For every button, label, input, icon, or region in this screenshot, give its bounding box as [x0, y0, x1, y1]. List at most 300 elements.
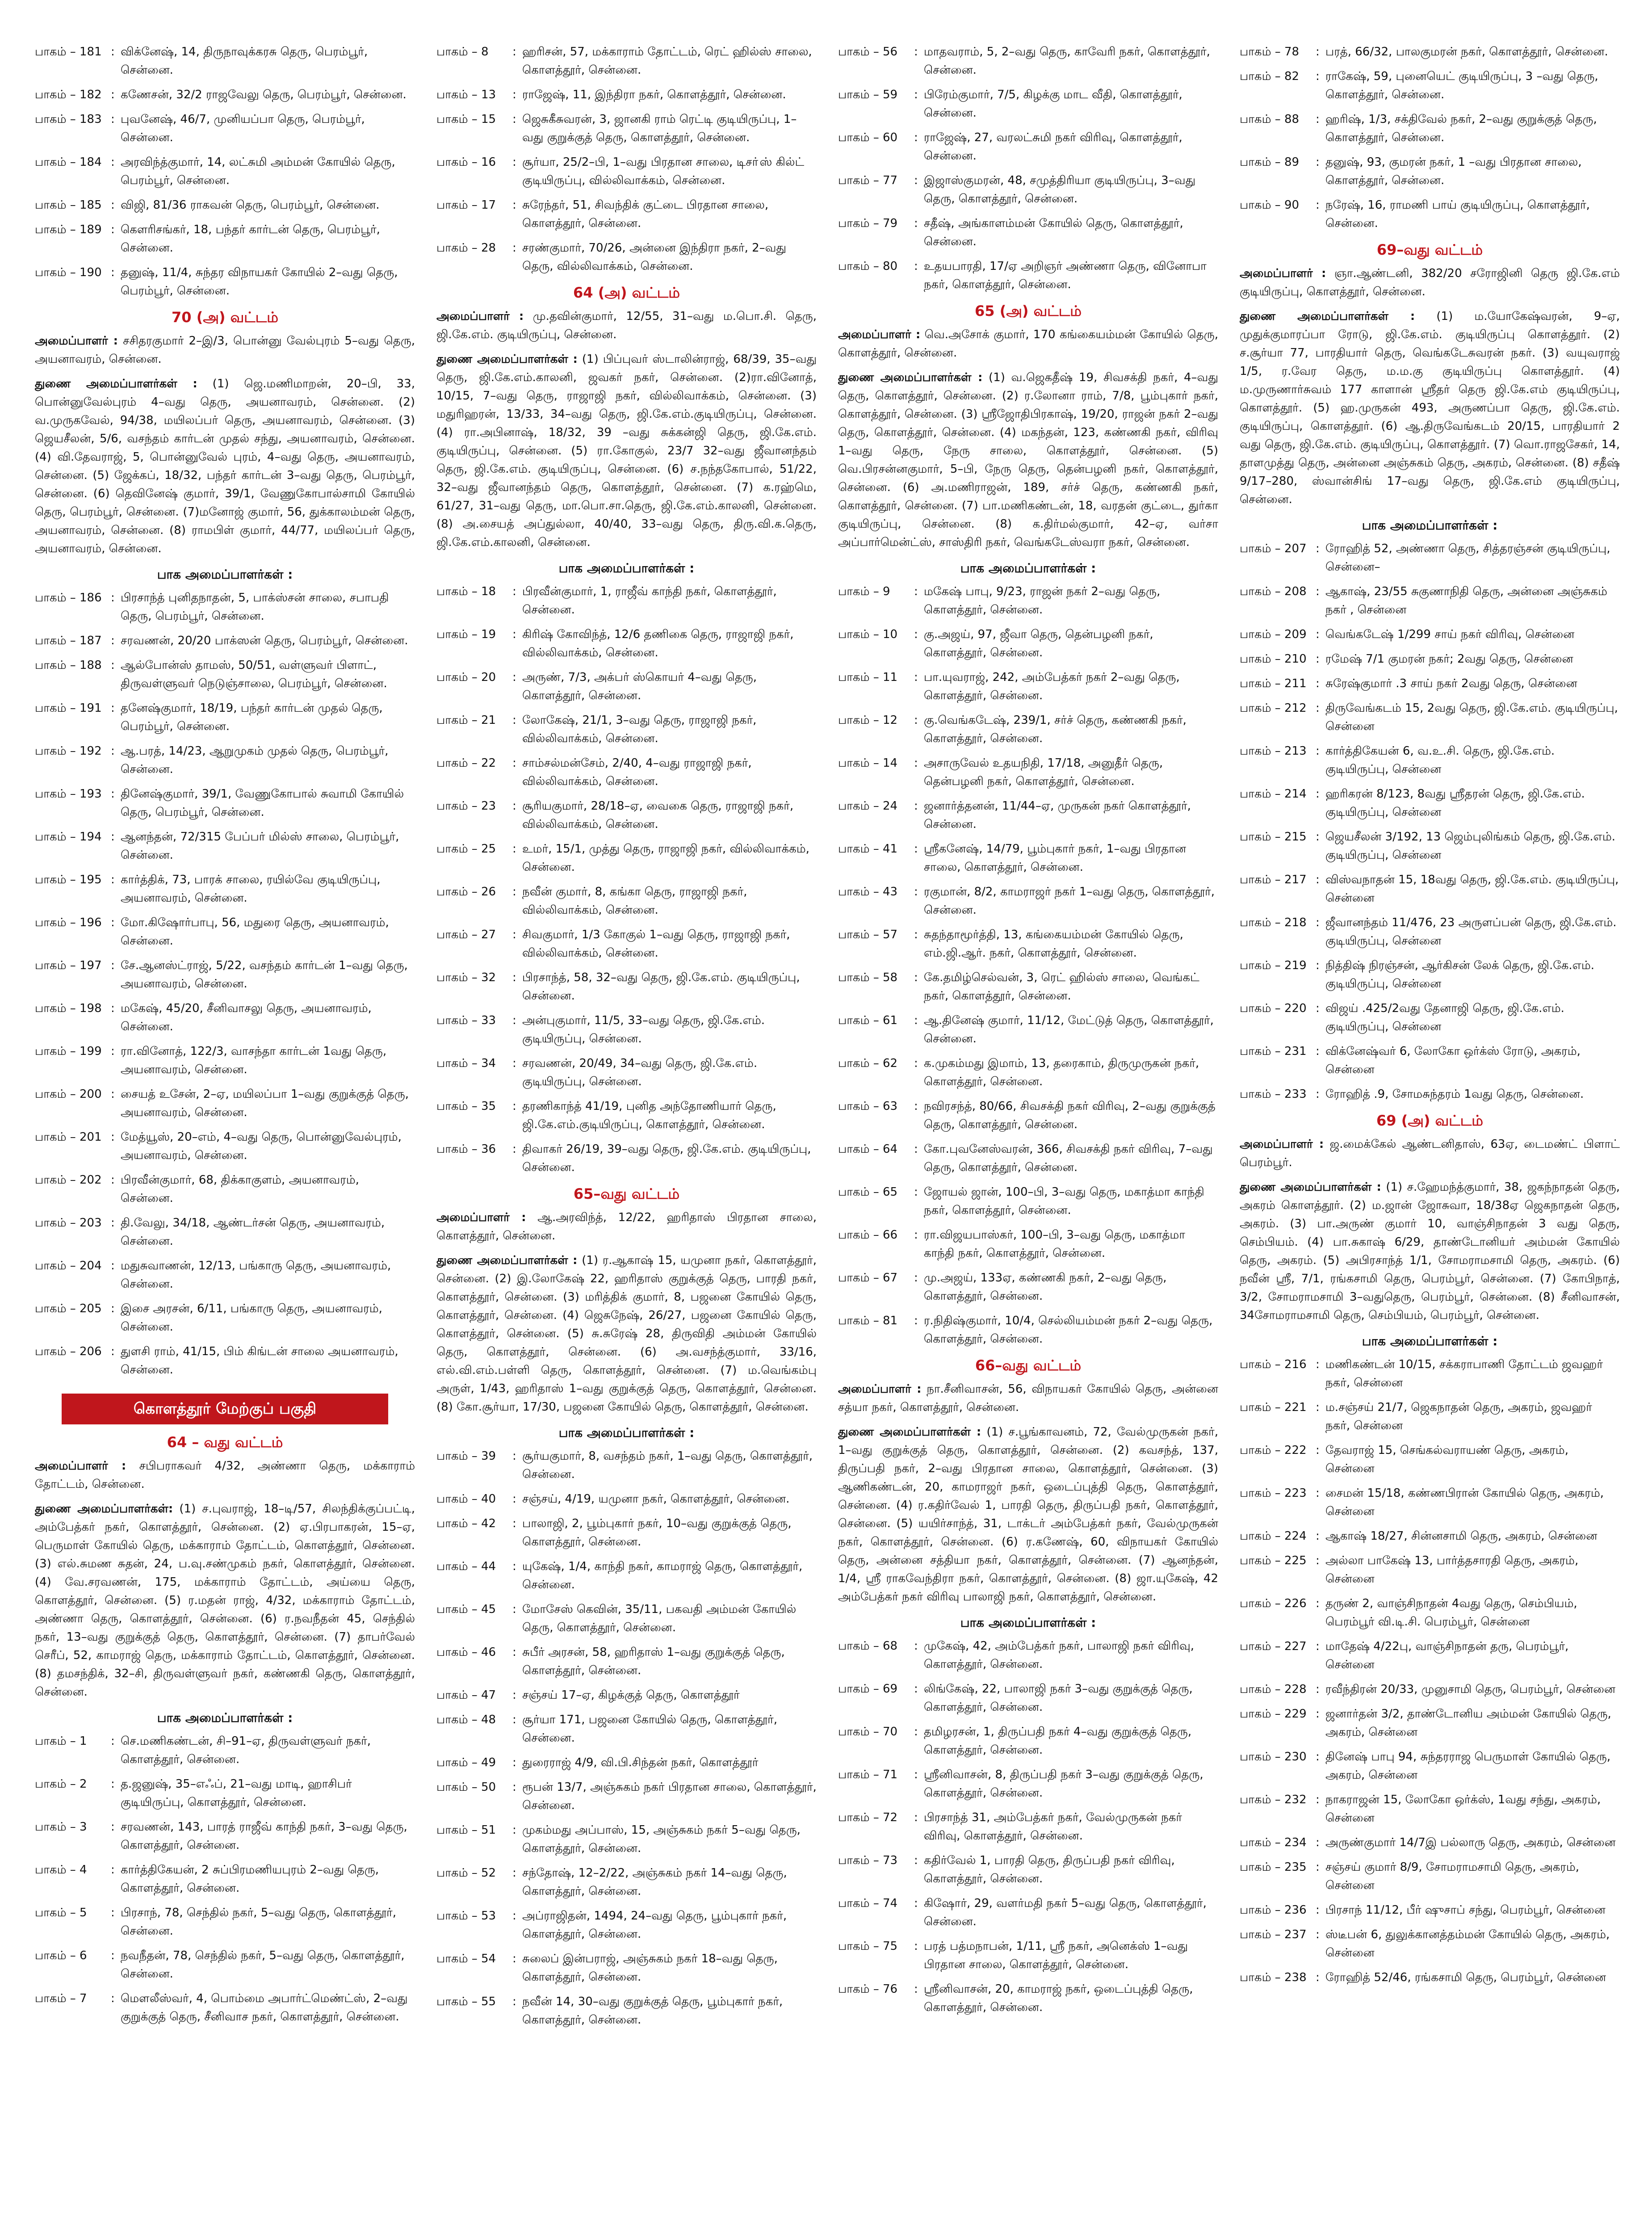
booth-organizer-details: சே.ஆனஸ்ட்ராஜ், 5/22, வசந்தம் கார்டன் 1–வது தெரு, அயனாவரம், சென்னை. — [121, 959, 408, 991]
booth-entry — [436, 1558, 817, 1594]
booth-number: பாகம் – 28 — [436, 241, 496, 255]
booth-entry — [35, 1171, 415, 1208]
booth-entry — [838, 86, 1218, 122]
booth-number: பாகம் – 41 — [838, 842, 898, 856]
booth-entry — [35, 1732, 415, 1769]
separator-colon: : — [512, 1713, 516, 1726]
booth-entry — [838, 1980, 1218, 2017]
booth-entry — [436, 86, 817, 104]
booth-number: பாகம் – 79 — [838, 217, 898, 230]
booth-organizer-details: ஜோயல் ஜான், 100–பி, 3–வது தெரு, மகாத்மா காந்தி நகர், கொளத்தூர், சென்னை. — [924, 1185, 1204, 1217]
column-4 — [1240, 43, 1620, 2234]
booth-number: பாகம் – 44 — [436, 1560, 496, 1573]
booth-organizer-details: கணேசன், 32/2 ராஜவேலு தெரு, பெரம்பூர், சென்னை. — [121, 88, 407, 101]
booth-organizer-details: சூர்யா 171, பஜனை கோயில் தெரு, கொளத்தூர், சென்னை. — [522, 1713, 777, 1745]
booth-organizer-details: முகேஷ், 42, அம்பேத்கர் நகர், பாலாஜி நகர் விரிவு, கொளத்தூர், சென்னை. — [924, 1639, 1195, 1671]
separator-colon: : — [512, 1780, 516, 1794]
booth-organizer-details: திருவேங்கடம் 15, 2வது தெரு, ஜி.கே.எம். குடியிருப்பு, சென்னை — [1325, 701, 1618, 733]
booth-number: பாகம் – 49 — [436, 1756, 496, 1769]
booth-number: பாகம் – 72 — [838, 1811, 898, 1824]
separator-colon: : — [111, 659, 115, 672]
booth-number: பாகம் – 42 — [436, 1517, 496, 1530]
booth-organizer-details: விக்னேஷ்வர் 6, லோகோ ஒர்க்ஸ் ரோடு, அகரம், சென்னை — [1325, 1045, 1581, 1076]
booth-number: பாகம் – 77 — [838, 174, 898, 187]
separator-colon: : — [1316, 830, 1320, 844]
booth-organizer-details: சுதந்தாமூர்த்தி, 13, கங்கையம்மன் கோயில் தெரு, எம்.ஜி.ஆர். நகர், கொளத்தூர், சென்னை. — [924, 928, 1183, 960]
booth-entry — [35, 1042, 415, 1079]
separator-colon: : — [914, 714, 918, 727]
booth-entry — [838, 754, 1218, 791]
booth-organizer-details: கு.அஜய், 97, ஜீவா தெரு, தென்பழனி நகர், கொளத்தூர், சென்னை. — [924, 628, 1153, 659]
separator-colon: : — [1316, 113, 1320, 126]
separator-colon: : — [1316, 1045, 1320, 1058]
booth-entry — [838, 1766, 1218, 1802]
booth-entry — [35, 957, 415, 993]
booth-entry — [35, 589, 415, 626]
booth-number: பாகம் – 53 — [436, 1909, 496, 1923]
booth-entry — [35, 196, 415, 214]
booth-number: பாகம் – 229 — [1240, 1707, 1307, 1721]
booth-organizer-details: ஆ.பரத், 14/23, ஆறுமுகம் முதல் தெரு, பெரம்பூர், சென்னை. — [121, 744, 389, 776]
booth-number: பாகம் – 2 — [35, 1777, 87, 1791]
separator-colon: : — [914, 1100, 918, 1113]
role-label: அமைப்பாளர் : — [436, 1211, 526, 1224]
organizer-paragraph — [35, 332, 415, 369]
booth-number: பாகம் – 208 — [1240, 585, 1307, 598]
separator-colon: : — [914, 1682, 918, 1696]
booth-entry — [838, 1140, 1218, 1177]
separator-colon: : — [512, 671, 516, 684]
booth-organizer-details: சந்தோஷ், 12–2/22, அஞ்சுகம் நகர் 14–வது தெரு, கொளத்தூர், சென்னை. — [522, 1866, 787, 1898]
booth-number: பாகம் – 237 — [1240, 1928, 1307, 1941]
booth-organizer-details: மாதவராம், 5, 2–வது தெரு, காவேரி நகர், கொளத்தூர், சென்னை. — [924, 45, 1210, 77]
separator-colon: : — [1316, 652, 1320, 666]
booth-organizer-details: ரூபன் 13/7, அஞ்சுகம் நகர் பிரதான சாலை, கொளத்தூர், சென்னை. — [522, 1780, 817, 1812]
booth-organizer-details: அன்புகுமார், 11/5, 33–வது தெரு, ஜி.கே.எம். குடியிருப்பு, சென்னை. — [522, 1014, 765, 1046]
booth-entry — [838, 626, 1218, 662]
organizer-names: சசிதரகுமார் 2–இ/3, பொன்னு வேல்புரம் 5–வது தெரு, அயனாவரம், சென்னை. — [35, 334, 415, 366]
booth-organizer-details: நாகராஜன் 15, லோகோ ஒர்க்ஸ், 1வது சந்து, அகரம், சென்னை — [1325, 1793, 1601, 1825]
separator-colon: : — [1316, 1683, 1320, 1696]
booth-organizer-details: சைமன் 15/18, கண்ணபிரான் கோயில் தெரு, அகரம், சென்னை — [1325, 1487, 1604, 1518]
booth-entry — [35, 1214, 415, 1251]
booth-entry — [1240, 1901, 1620, 1919]
separator-colon: : — [1316, 1554, 1320, 1567]
separator-colon: : — [111, 959, 115, 972]
booth-number: பாகம் – 205 — [35, 1302, 102, 1315]
booth-number: பாகம் – 68 — [838, 1639, 898, 1653]
booth-organizer-details: ராஜேஷ், 27, வரலட்சுமி நகர் விரிவு, கொளத்தூர், சென்னை. — [924, 131, 1182, 163]
booth-number: பாகம் – 1 — [35, 1734, 87, 1748]
booth-organizer-details: சையத் உசேன், 2–ஏ, மயிலப்பா 1–வது குறுக்குத் தெரு, அயனாவரம், சென்னை. — [121, 1088, 409, 1119]
booth-number: பாகம் – 75 — [838, 1940, 898, 1953]
separator-colon: : — [111, 1002, 115, 1015]
booth-organizer-details: பிரேம்குமார், 7/5, கிழக்கு மாட வீதி, கொளத்தூர், சென்னை. — [924, 88, 1182, 120]
booth-number: பாகம் – 232 — [1240, 1793, 1307, 1806]
booth-number: பாகம் – 89 — [1240, 155, 1300, 169]
booth-organizer-details: ஆ.தினேஷ் குமார், 11/12, மேட்டுத் தெரு, கொளத்தூர், சென்னை. — [924, 1014, 1214, 1046]
booth-organizer-details: கார்த்திக், 73, பாரக் சாலை, ரயில்வே குடியிருப்பு, அயனாவரம், சென்னை. — [121, 873, 381, 905]
booth-number: பாகம் – 17 — [436, 198, 496, 212]
organizer-names: (1) ச.புவராஜ், 18–டி/57, சிலந்திக்குப்பட்டி, அம்பேத்கர் நகர், கொளத்தூர், சென்னை. (2) ஏ.பிரபாகரன், 15–ஏ, பெருமாள் கோயில் தெரு, மக்காராம் தோட்டம், கொளத்தூர், சென்னை. (3) எல்.சுமண சுதன், 24, ப.வு.சண்முகம் நகர், கொளத்தூர், சென்னை. (4) வே.சரவணன், 175, மக்காராம் தோட்டம், அய்யை தெரு, கொளத்தூர், சென்னை. (5) ர.மதன் ராஜ், 4/32, மக்காராம் தோட்டம், அண்ணா தெரு, கொளத்தூர், சென்னை. (6) ர.நவநீதன் 45, செந்தில் நகர், 13–வது குறுக்குத் தெரு, கொளத்தூர், சென்னை. (7) தாபர்வேல் செரீப், 52, காமராஜ் தெரு, மக்காராம் தோட்டம், கொளத்தூர், சென்னை. (8) தமசந்திக், 32–சி, திருவள்ளுவர் நகர், கண்ணகி தெரு, கொளத்தூர், சென்னை. — [35, 1502, 415, 1699]
separator-colon: : — [914, 1897, 918, 1910]
organizer-paragraph — [35, 375, 415, 558]
separator-colon: : — [1316, 1444, 1320, 1457]
booth-entry — [1240, 650, 1620, 668]
booth-entry — [436, 1754, 817, 1772]
separator-colon: : — [1316, 1707, 1320, 1721]
separator-colon: : — [111, 787, 115, 801]
separator-colon: : — [914, 45, 918, 59]
booth-entry — [1240, 43, 1620, 61]
organizer-names: ஆ.அரவிந்த், 12/22, ஹரிதாஸ் பிரதான சாலை, கொளத்தூர், சென்னை. — [436, 1211, 817, 1243]
booth-organizer-details: ரகுமான், 8/2, காமராஜர் நகர் 1–வது தெரு, கொளத்தூர், சென்னை. — [924, 885, 1215, 917]
booth-number: பாகம் – 221 — [1240, 1401, 1307, 1414]
booth-organizer-details: மோ.கிஷோர்பாபு, 56, மதுரை தெரு, அயனாவரம், சென்னை. — [121, 916, 389, 948]
separator-colon: : — [914, 1228, 918, 1242]
separator-colon: : — [512, 198, 516, 212]
booth-entry — [436, 1907, 817, 1944]
booth-number: பாகம் – 43 — [838, 885, 898, 899]
booth-number: பாகம் – 36 — [436, 1142, 496, 1156]
separator-colon: : — [512, 113, 516, 126]
organizer-names: (1) வ.ஜெகதீஷ் 19, சிவசக்தி நகர், 4–வது தெரு, கொளத்தூர், சென்னை. (2) ர.லோனா ராம், 7/8, பூம்புகார் நகர், கொளத்தூர், சென்னை. (3) ஸ்ரீஜோதிபிரகாஷ், 19/20, ராஜன் நகர் 2–வது தெரு, கொளத்தூர், சென்னை. (4) மகந்தன், 123, கண்ணகி நகர், விரிவு 1–வது தெரு, நேரு சாலை, கொளத்தூர், சென்னை. (5) வெ.பிரசன்னகுமார், 5–பி, நேரு தெரு, தென்பழனி நகர், கொளத்தூர், சென்னை. (6) அ.மணிராஜன், 189, சர்ச் தெரு, கண்ணகி நகர், கொளத்தூர், சென்னை. (7) பா.மணிகண்டன், 18, வரதன் குட்டை, துர்கா குடியிருப்பு, சென்னை. (8) க.திர்மல்குமார், 42–ஏ, வர்சா அப்பார்மென்ட்ஸ், சாஸ்திரி நகர், வெங்கடேஸ்வரா நகர், சென்னை. — [838, 371, 1218, 549]
separator-colon: : — [512, 155, 516, 169]
booth-entry — [1240, 1527, 1620, 1545]
booth-number: பாகம் – 230 — [1240, 1750, 1307, 1764]
booth-entry — [1240, 1791, 1620, 1827]
booth-number: பாகம் – 65 — [838, 1185, 898, 1199]
separator-colon: : — [914, 1639, 918, 1653]
booth-organizer-details: சூரியகுமார், 28/18–ஏ, வைகை தெரு, ராஜாஜி நகர், வில்லிவாக்கம், சென்னை. — [522, 799, 794, 831]
booth-number: பாகம் – 76 — [838, 1982, 898, 1996]
booth-entry — [1240, 67, 1620, 104]
section-subheading: பாக அமைப்பாளர்கள் : — [1362, 1334, 1498, 1348]
booth-organizer-details: ம.சஞ்சய் 21/7, ஜெகநாதன் தெரு, அகரம், ஜவஹர் நகர், சென்னை — [1325, 1401, 1592, 1432]
separator-colon: : — [512, 88, 516, 101]
booth-organizer-details: உதயபாரதி, 17/ஏ அறிஞர் அண்ணா தெரு, வினோபா நகர், கொளத்தூர், சென்னை. — [924, 260, 1207, 291]
booth-entry — [1240, 540, 1620, 576]
booth-number: பாகம் – 66 — [838, 1228, 898, 1242]
booth-number: பாகம் – 195 — [35, 873, 102, 886]
separator-colon: : — [914, 885, 918, 899]
section-subheading: பாக அமைப்பாளர்கள் : — [1362, 518, 1498, 533]
separator-colon: : — [914, 1185, 918, 1199]
booth-entry — [436, 840, 817, 877]
organizer-paragraph — [838, 1380, 1218, 1417]
separator-colon: : — [111, 634, 115, 647]
organizer-names: ஜ.மைக்கேல் ஆண்டனிதாஸ், 63ஏ, டைமண்ட் பிளாட் பெரம்பூர். — [1240, 1138, 1620, 1169]
booth-organizer-details: ஸ்ரீனிவாசன், 8, திருப்பதி நகர் 3–வது குறுக்குத் தெரு, கொளத்தூர், சென்னை. — [924, 1768, 1203, 1800]
separator-colon: : — [111, 88, 115, 101]
booth-entry — [436, 1821, 817, 1858]
booth-number: பாகம் – 194 — [35, 830, 102, 844]
booth-organizer-details: ஹரிஷ், 1/3, சக்திவேல் நகர், 2–வது குறுக்குத் தெரு, கொளத்தூர், சென்னை. — [1325, 113, 1597, 144]
role-label: அமைப்பாளர் : — [838, 1382, 922, 1396]
separator-colon: : — [512, 1603, 516, 1616]
booth-number: பாகம் – 56 — [838, 45, 898, 59]
booth-organizer-details: சிவகுமார், 1/3 கோகுல் 1–வது தெரு, ராஜாஜி நகர், வில்லிவாக்கம், சென்னை. — [522, 928, 790, 960]
role-label: அமைப்பாளர் : — [1240, 267, 1326, 280]
booth-entry — [838, 43, 1218, 80]
booth-entry — [436, 1864, 817, 1901]
booth-number: பாகம் – 235 — [1240, 1860, 1307, 1874]
booth-number: பாகம் – 26 — [436, 885, 496, 899]
booth-number: பாகம் – 55 — [436, 1995, 496, 2008]
separator-colon: : — [1316, 1836, 1320, 1849]
booth-number: பாகம் – 46 — [436, 1646, 496, 1659]
separator-colon: : — [512, 1014, 516, 1027]
booth-number: பாகம் – 234 — [1240, 1836, 1307, 1849]
separator-colon: : — [111, 916, 115, 929]
separator-colon: : — [512, 628, 516, 641]
booth-organizer-details: திவாகர் 26/19, 39–வது தெரு, ஜி.கே.எம். குடியிருப்பு, சென்னை. — [522, 1142, 811, 1174]
separator-colon: : — [914, 928, 918, 941]
booth-organizer-details: இசை அரசன், 6/11, பங்காரு தெரு, அயனாவரம், சென்னை. — [121, 1302, 382, 1334]
booth-number: பாகம் – 64 — [838, 1142, 898, 1156]
booth-number: பாகம் – 33 — [436, 1014, 496, 1027]
booth-number: பாகம் – 78 — [1240, 45, 1300, 59]
booth-entry — [838, 840, 1218, 877]
organizer-paragraph — [1240, 1178, 1620, 1325]
booth-organizer-details: சூர்யா, 25/2–பி, 1–வது பிரதான சாலை, டிசா்ஸ் கில்ட் குடியிருப்பு, வில்லிவாக்கம், சென்னை. — [522, 155, 805, 187]
booth-number: பாகம் – 204 — [35, 1259, 102, 1272]
booth-organizer-details: நவீன் 14, 30–வது குறுக்குத் தெரு, பூம்புகார் நகர், கொளத்தூர், சென்னை. — [522, 1995, 783, 2027]
separator-colon: : — [111, 873, 115, 886]
separator-colon: : — [914, 585, 918, 598]
separator-colon: : — [914, 842, 918, 856]
separator-colon: : — [914, 1854, 918, 1867]
section-subheading: பாக அமைப்பாளர்கள் : — [558, 561, 695, 575]
booth-entry — [436, 153, 817, 190]
separator-colon: : — [111, 1259, 115, 1272]
organizer-names: வெ.அசோக் குமார், 170 கங்கையம்மன் கோயில் தெரு, கொளத்தூர், சென்னை. — [838, 328, 1218, 360]
booth-number: பாகம் – 48 — [436, 1713, 496, 1726]
separator-colon: : — [1316, 1358, 1320, 1371]
booth-entry — [35, 1775, 415, 1812]
booth-number: பாகம் – 231 — [1240, 1045, 1307, 1058]
separator-colon: : — [914, 1271, 918, 1285]
booth-organizer-details: தேவராஜ் 15, செங்கல்வராயண் தெரு, அகரம், சென்னை — [1325, 1444, 1568, 1475]
booth-entry — [838, 883, 1218, 920]
ward-heading: 65 (அ) வட்டம் — [975, 302, 1082, 319]
booth-organizer-details: மாதேஷ் 4/22பு, வாஞ்சிநாதன் தரு, பெரம்பூர், சென்னை — [1325, 1640, 1569, 1671]
booth-organizer-details: சுரேந்தர், 51, சிவந்திக் குட்டை பிரதான சாலை, கொளத்தூர், சென்னை. — [522, 198, 769, 230]
booth-entry — [436, 1950, 817, 1986]
separator-colon: : — [1316, 959, 1320, 972]
separator-colon: : — [512, 1100, 516, 1113]
separator-colon: : — [914, 1014, 918, 1027]
booth-number: பாகம் – 238 — [1240, 1971, 1307, 1984]
booth-number: பாகம் – 11 — [838, 671, 898, 684]
booth-organizer-details: வெங்கடேஷ் 1/299 சாய் நகர் விரிவு, சென்னை — [1325, 628, 1575, 641]
organizer-names: (1) ர.ஆகாஷ் 15, யமுனா நகர், கொளத்தூர், சென்னை. (2) இ.லோகேஷ் 22, ஹரிதாஸ் குறுக்குத் தெரு, பாரதி நகர், கொளத்தூர், சென்னை. (3) மரித்திக் குமார், 8, பஜனை கோயில் தெரு, கொளத்தூர், சென்னை. (4) ஜெசுநேஷ், 26/27, பஜனை கோயில் தெரு, கொளத்தூர், சென்னை. (5) சு.சுரேஷ் 28, திருவிதி அம்மன் கோயில் தெரு, கொளத்தூர், சென்னை. (6) அ.வசந்த்குமார், 33/16, எல்.வி.எம்.பள்ளி தெரு, கொளத்தூர், சென்னை. (7) ம.வெங்கம்பு அருள், 1/43, ஹரிதாஸ் 1–வது குறுக்குத் தெரு, கொளத்தூர், சென்னை. (8) கோ.சூர்யா, 17/30, பஜனை கோயில் தெரு, கொளத்தூர், சென்னை. — [436, 1254, 817, 1414]
booth-entry — [838, 1809, 1218, 1845]
booth-organizer-details: விஜய் .425/2வது தேனாஜி தெரு, ஜி.கே.எம். குடியிருப்பு, சென்னை — [1325, 1002, 1564, 1033]
booth-organizer-details: பரத், 66/32, பாலகுமரன் நகர், கொளத்தூர், சென்னை. — [1325, 45, 1608, 59]
separator-colon: : — [512, 1688, 516, 1702]
booth-organizer-details: கார்த்திகேயன் 6, வ.உ.சி. தெரு, ஜி.கே.எம். குடியிருப்பு, சென்னை — [1325, 744, 1555, 776]
booth-organizer-details: சூர்யகுமார், 8, வசந்தம் நகர், 1–வது தெரு, கொளத்தூர், சென்னை. — [522, 1449, 813, 1481]
booth-organizer-details: பிரசாந் 11/12, பீர் ஷுசாப் சந்து, பெரம்பூர், சென்னை — [1325, 1903, 1606, 1917]
booth-number: பாகம் – 57 — [838, 928, 898, 941]
booth-entry — [1240, 957, 1620, 993]
separator-colon: : — [512, 842, 516, 856]
section-subheading: பாக அமைப்பாளர்கள் : — [157, 567, 293, 582]
booth-number: பாகம் – 198 — [35, 1002, 102, 1015]
booth-number: பாகம் – 206 — [35, 1345, 102, 1358]
booth-entry — [35, 871, 415, 907]
booth-organizer-details: இஜாஸ்குமரன், 48, சமுத்திரியா குடியிருப்பு, 3–வது தெரு, கொளத்தூர், சென்னை. — [924, 174, 1196, 206]
booth-entry — [1240, 583, 1620, 619]
separator-colon: : — [111, 198, 115, 212]
booth-entry — [1240, 675, 1620, 693]
booth-entry — [1240, 1680, 1620, 1699]
booth-organizer-details: ரவீந்திரன் 20/33, முனுசாமி தெரு, பெரம்பூர், சென்னை — [1325, 1683, 1616, 1696]
booth-organizer-details: பாலாஜி, 2, பூம்புகார் நகர், 10–வது குறுக்குத் தெரு, கொளத்தூர், சென்னை. — [522, 1517, 792, 1549]
booth-number: பாகம் – 7 — [35, 1992, 87, 2005]
booth-number: பாகம் – 223 — [1240, 1487, 1307, 1500]
organizer-names: மு.தவின்குமார், 12/55, 31–வது ம.பொ.சி. தெரு, ஜி.கே.எம். குடியிருப்பு, சென்னை. — [436, 310, 817, 341]
section-subheading: பாக அமைப்பாளர்கள் : — [157, 1710, 293, 1725]
booth-entry — [35, 1818, 415, 1855]
booth-organizer-details: ரோஹித் .9, சோமசுந்தரம் 1வது தெரு, சென்னை. — [1325, 1088, 1584, 1101]
role-label: துணை அமைப்பாளர்கள்: — [35, 1502, 173, 1516]
booth-number: பாகம் – 20 — [436, 671, 496, 684]
booth-number: பாகம் – 201 — [35, 1130, 102, 1144]
booth-entry — [1240, 626, 1620, 644]
separator-colon: : — [1316, 873, 1320, 886]
booth-number: பாகம் – 225 — [1240, 1554, 1307, 1567]
booth-organizer-details: சுபீர் அரசன், 58, ஹரிதாஸ் 1–வது குறுக்குத் தெரு, கொளத்தூர், சென்னை. — [522, 1646, 785, 1677]
booth-entry — [436, 196, 817, 233]
booth-organizer-details: ஆகாஷ் 18/27, சின்னசாமி தெரு, அகரம், சென்னை — [1325, 1529, 1597, 1543]
separator-colon: : — [512, 928, 516, 941]
booth-organizer-details: லோகேஷ், 21/1, 3–வது தெரு, ராஜாஜி நகர், வில்லிவாக்கம், சென்னை. — [522, 714, 757, 745]
separator-colon: : — [1316, 1529, 1320, 1543]
booth-entry — [35, 1085, 415, 1122]
booth-entry — [838, 214, 1218, 251]
column-2 — [436, 43, 817, 2234]
booth-organizer-details: துளசி ராம், 41/15, பிம் கிங்டன் சாலை அயனாவரம், சென்னை. — [121, 1345, 398, 1377]
separator-colon: : — [512, 1560, 516, 1573]
booth-entry — [436, 1054, 817, 1091]
organizer-names: (1) ச.பூங்காவனம், 72, வேல்முருகன் நகர், 1–வது குறுக்குத் தெரு, கொளத்தூர், சென்னை. (2) கவசந்த், 137, திருப்பதி நகர், 2–வது பிரதான சாலை, கொளத்தூர், சென்னை. (3) ஆணிகண்டன், 20, காமராஜர் நகர், ஒடைப்புத்தி தெரு, கொளத்தூர், சென்னை. (4) ர.கதிர்வேல் 1, பாரதி தெரு, திருப்பதி நகர், கொளத்தூர், சென்னை. (5) யயிர்சாந்த், 31, டாக்டர் அம்பேத்கர் நகர், வேல்முருகன் நகர், கொளத்தூர், சென்னை. (6) ர.கணேஷ், 60, விநாயகர் கோயில் தெரு, அன்னை சத்தியா நகர், கொளத்தூர், சென்னை. (7) ஆனந்தன், 1/4, ஸ்ரீ ராகவேந்திரா நகர், கொளத்தூர், சென்னை. (8) ஜா.யுகேஷ், 42 அம்பேத்கர் நகர் விரிவு பாலாஜி நகர், கொளத்தூர், சென்னை. — [838, 1425, 1218, 1604]
booth-organizer-details: கார்த்திகேயன், 2 சுப்பிரமணியபுரம் 2–வது தெரு, கொளத்தூர், சென்னை. — [121, 1863, 379, 1895]
booth-entry — [436, 626, 817, 662]
booth-organizer-details: ரா.விஜயபாஸ்கர், 100–பி, 3–வது தெரு, மகாத்மா காந்தி நகர், கொளத்தூர், சென்னை. — [924, 1228, 1185, 1260]
booth-entry — [838, 1852, 1218, 1888]
booth-number: பாகம் – 63 — [838, 1100, 898, 1113]
ward-heading: 66–வது வட்டம் — [975, 1357, 1082, 1374]
booth-organizer-details: அருண்குமார் 14/7இ பல்லாரு தெரு, அகரம், சென்னை — [1325, 1836, 1616, 1849]
booth-entry — [35, 1257, 415, 1293]
booth-organizer-details: மகேஷ் பாபு, 9/23, ராஜன் நகர் 2–வது தெரு, கொளத்தூர், சென்னை. — [924, 585, 1161, 617]
separator-colon: : — [1316, 1793, 1320, 1806]
booth-organizer-details: ஜீவானந்தம் 11/476, 23 அருளப்பன் தெரு, ஜி.கே.எம். குடியிருப்பு, சென்னை — [1325, 916, 1617, 948]
separator-colon: : — [512, 1057, 516, 1070]
booth-entry — [1240, 153, 1620, 190]
booth-number: பாகம் – 196 — [35, 916, 102, 929]
booth-entry — [35, 264, 415, 300]
booth-number: பாகம் – 59 — [838, 88, 898, 101]
booth-organizer-details: சுரேஷ்குமார் .3 சாய் நகர் 2வது தெரு, சென்னை — [1325, 677, 1577, 690]
booth-number: பாகம் – 71 — [838, 1768, 898, 1781]
role-label: துணை அமைப்பாளர்கள் : — [436, 353, 578, 366]
separator-colon: : — [512, 1517, 516, 1530]
separator-colon: : — [914, 1940, 918, 1953]
booth-number: பாகம் – 34 — [436, 1057, 496, 1070]
separator-colon: : — [512, 756, 516, 770]
booth-entry — [35, 86, 415, 104]
booth-number: பாகம் – 40 — [436, 1492, 496, 1506]
booth-organizer-details: தரணிகாந்த் 41/19, புனித அந்தோணியார் தெரு, ஜி.கே.எம்.குடியிருப்பு, கொளத்தூர், சென்னை. — [522, 1100, 776, 1131]
booth-organizer-details: நவநீதன், 78, செந்தில் நகர், 5–வது தெரு, கொளத்தூர், சென்னை. — [121, 1949, 405, 1981]
booth-number: பாகம் – 214 — [1240, 787, 1307, 801]
booth-entry — [1240, 1705, 1620, 1742]
booth-number: பாகம் – 70 — [838, 1725, 898, 1738]
organizer-names: (1) ம.யோகேஷ்வரன், 9–ஏ, முதுக்குமாரப்பா ரோடு, ஜி.கே.எம். குடியிருப்பு கொளத்தூர். (2) ச.சூர்யா 77, பாரதியார் தெரு, வெங்கடேசுவரன் நகர். (3) வயுவராஜ் 1/5, ர.வேர தெரு, ம.ம.கு குடியிருப்பு கொளத்தூர். (4) ம.முருணார்சுவம் 177 காளான் ஸ்ரீதர் தெரு ஜி.கே.எம் குடியிருப்பு, கொளத்தூர். (5) ஹ.முருகன் 493, அருணப்பா தெரு, ஜி.கே.எம். குடியிருப்பு, கொளத்தூர். (6) ஆ.திருவேங்கடம் 20/15, பாரதியார் 2 வது தெரு, ஜி.கே.எம். குடியிருப்பு, கொளத்தூர். (7) வொ.ராஜசேகர், 14, தாளமுத்து தெரு, அன்னை அஞ்சுகம் தெரு, அகரம், சென்னை. (8) சதீஷ் 9/17–280, ஸ்வான்சிங் 17–வது தெரு, ஜி.கே.எம் குடியிருப்பு, சென்னை. — [1240, 310, 1620, 506]
separator-colon: : — [512, 241, 516, 255]
booth-entry — [1240, 1398, 1620, 1435]
booth-number: பாகம் – 90 — [1240, 198, 1300, 212]
booth-organizer-details: பிரசாந்த் 31, அம்பேத்கர் நகர், வேல்முருகன் நகர் விரிவு, கொளத்தூர், சென்னை. — [924, 1811, 1182, 1843]
booth-entry — [35, 1861, 415, 1898]
booth-entry — [838, 1680, 1218, 1717]
separator-colon: : — [512, 45, 516, 59]
ward-heading: 64 – வது வட்டம் — [167, 1434, 283, 1451]
booth-number: பாகம் – 222 — [1240, 1444, 1307, 1457]
booth-number: பாகம் – 13 — [436, 88, 496, 101]
booth-entry — [838, 711, 1218, 748]
column-1 — [35, 43, 415, 2234]
booth-number: பாகம் – 27 — [436, 928, 496, 941]
booth-organizer-details: அசாருவேல் உதயநிதி, 17/18, அனுதீர் தெரு, தென்பழனி நகர், கொளத்தூர், சென்னை. — [924, 756, 1163, 788]
section-subheading: பாக அமைப்பாளர்கள் : — [558, 1425, 695, 1440]
booth-entry — [1240, 196, 1620, 233]
booth-organizer-details: ஆனந்தன், 72/315 பேப்பர் மில்ஸ் சாலை, பெரம்பூர், சென்னை. — [121, 830, 399, 862]
booth-entry — [1240, 1042, 1620, 1079]
booth-entry — [838, 257, 1218, 294]
separator-colon: : — [914, 799, 918, 813]
organizer-names: (1) ஜெ.மணிமாறன், 20–பி, 33, பொன்னுவேல்புரம் 4–வது தெரு, அயனாவரம், சென்னை. (2) வ.முருகவேல், 94/38, மயிலப்பர் தெரு, அயனாவரம், சென்னை. (3) ஜெயசீலன், 5/6, வசந்தம் கார்டன் முதல் சந்து, அயனாவரம், சென்னை. (4) வி.தேவராஜ், 5, பொன்னுவேல் புரம், 4–வது தெரு, அயனாவரம், சென்னை. (5) ஜேக்கப், 18/32, பந்தர் கார்டன் 3–வது தெரு, பெரம்பூர், சென்னை. (6) தெவினேஷ் குமார், 39/1, வேணுகோபால்சாமி கோயில் தெரு, பெரம்பூர், சென்னை. (7)மனோஜ் குமார், 56, துக்காலம்மன் தெரு, அயனாவரம், சென்னை. (8) ராமபிள் குமார், 44/77, மயிலப்பர் தெரு, அயனாவரம், சென்னை. — [35, 377, 415, 555]
booth-entry — [436, 1012, 817, 1048]
booth-entry — [436, 1490, 817, 1508]
organizer-paragraph — [436, 350, 817, 552]
booth-entry — [35, 1343, 415, 1379]
booth-number: பாகம் – 14 — [838, 756, 898, 770]
booth-entry — [838, 1097, 1218, 1134]
booth-organizer-details: சதீஷ், அங்காளம்மன் கோயில் தெரு, கொளத்தூர், சென்னை. — [924, 217, 1183, 248]
booth-entry — [838, 1269, 1218, 1306]
booth-entry — [35, 656, 415, 693]
booth-number: பாகம் – 212 — [1240, 701, 1307, 715]
booth-number: பாகம் – 187 — [35, 634, 102, 647]
separator-colon: : — [914, 671, 918, 684]
booth-organizer-details: த.ஜனுஷ், 35–எஃப், 21–வது மாடி, ஹாசிபர் குடியிருப்பு, கொளத்தூர், சென்னை. — [121, 1777, 352, 1809]
role-label: அமைப்பாளர் : — [436, 310, 524, 323]
booth-organizer-details: சரவணன், 20/49, 34–வது தெரு, ஜி.கே.எம். குடியிருப்பு, சென்னை. — [522, 1057, 758, 1088]
booth-number: பாகம் – 236 — [1240, 1903, 1307, 1917]
separator-colon: : — [512, 1449, 516, 1463]
booth-organizer-details: ஜனார்த்தனன், 11/44–ஏ, முருகன் நகர் கொளத்தூர், சென்னை. — [924, 799, 1191, 831]
separator-colon: : — [1316, 585, 1320, 598]
organizer-paragraph — [1240, 265, 1620, 301]
booth-organizer-details: ரா.வினோத், 122/3, வாசந்தா கார்டன் 1வது தெரு, அயனாவரம், சென்னை. — [121, 1045, 387, 1076]
booth-organizer-details: சாம்சல்மன்சேம், 2/40, 4–வது ராஜாஜி நகர், வில்லிவாக்கம், சென்னை. — [522, 756, 752, 788]
booth-organizer-details: ராகேஷ், 59, புனையெட் குடியிருப்பு, 3 –வது தெரு, கொளத்தூர், சென்னை. — [1325, 70, 1598, 101]
booth-organizer-details: கே.தமிழ்செல்வன், 3, ரெட் ஹில்ஸ் சாலை, வெங்கட் நகர், கொளத்தூர், சென்னை. — [924, 971, 1199, 1003]
